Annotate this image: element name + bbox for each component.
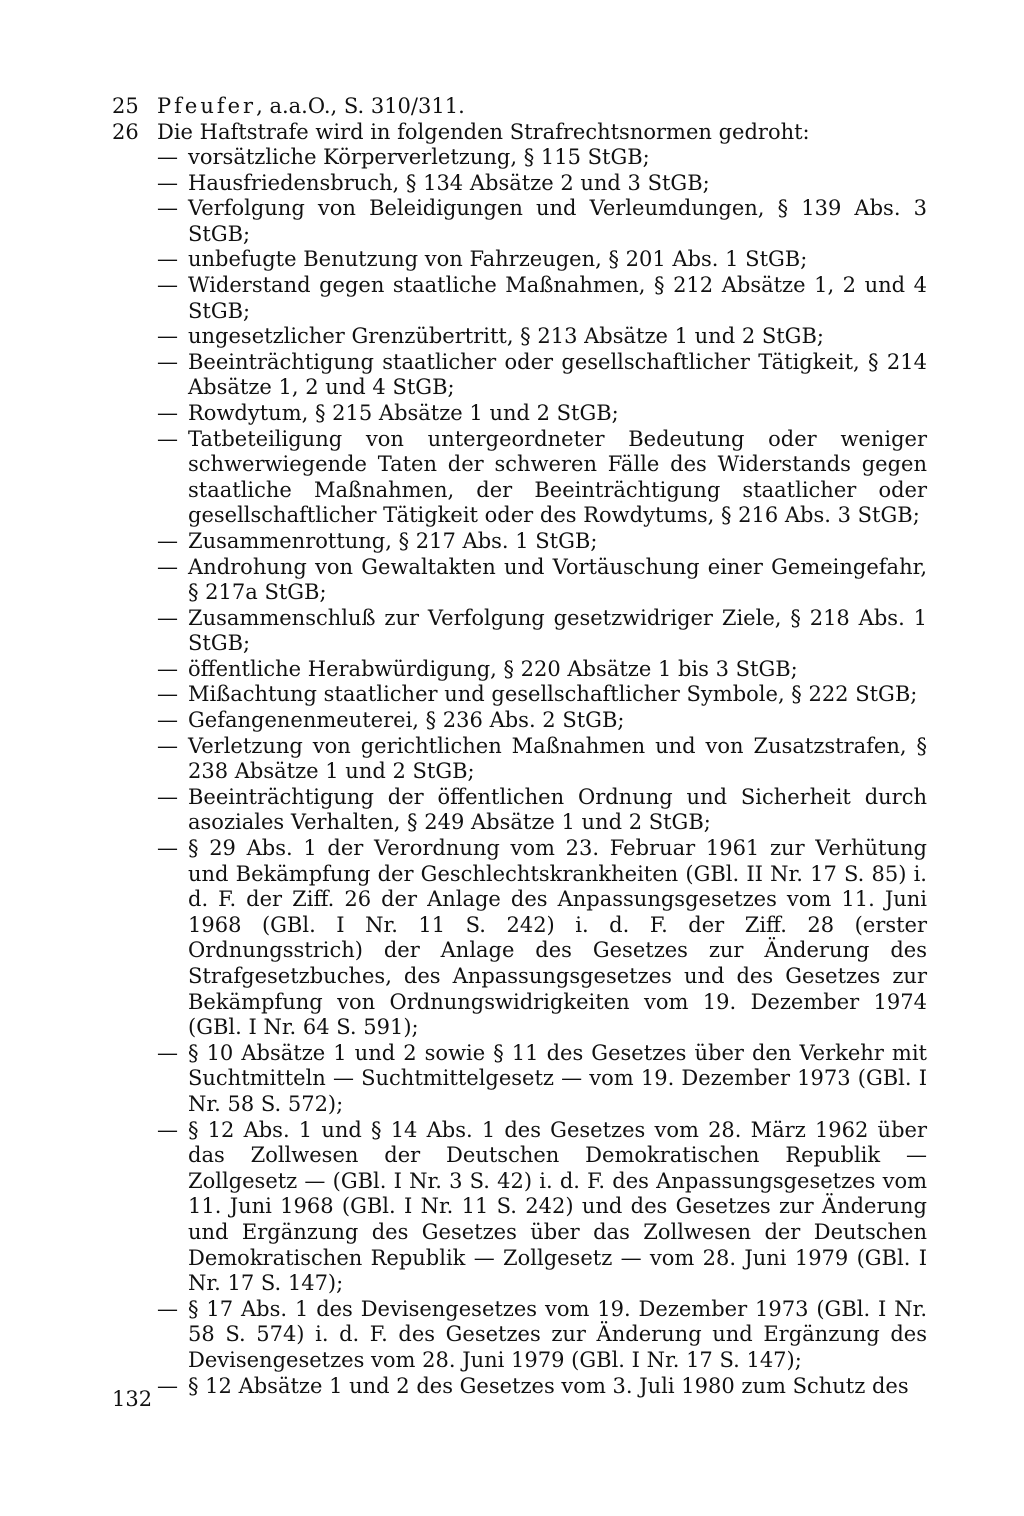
list-item-text: Androhung von Gewaltakten und Vortäuschung einer Gemeingefahr, § 217a StGB; xyxy=(188,554,927,605)
list-item-text: ungesetzlicher Grenzübertritt, § 213 Absätze 1 und 2 StGB; xyxy=(188,324,824,349)
list-item xyxy=(157,708,927,734)
dash-marker: — xyxy=(157,836,178,861)
list-item xyxy=(157,734,927,785)
list-item xyxy=(157,555,927,606)
list-item-text: unbefugte Benutzung von Fahrzeugen, § 201 Abs. 1 StGB; xyxy=(188,247,808,272)
list-item xyxy=(157,324,927,350)
footnote-intro: Die Haftstrafe wird in folgenden Strafrechtsnormen gedroht: xyxy=(157,120,810,144)
list-item-text: § 10 Absätze 1 und 2 sowie § 11 des Gesetzes über den Verkehr mit Suchtmitteln — Suchtmittelgesetz — vom 19. Dezember 1973 (GBl. I Nr. 58 S. 572); xyxy=(188,1040,927,1116)
list-item-text: Tatbeteiligung von untergeordneter Bedeutung oder weniger schwerwiegende Taten der schweren Fälle des Widerstands gegen staatliche Maßnahmen, der Beeinträchtigung staatlicher oder gesellschaftlicher Tätigkeit oder des Rowdytums, § 216 Abs. 3 StGB; xyxy=(188,426,927,528)
list-item-text: § 29 Abs. 1 der Verordnung vom 23. Februar 1961 zur Verhütung und Bekämpfung der Geschlechtskrankheiten (GBl. II Nr. 17 S. 85) i. d. F. der Ziff. 26 der Anlage des Anpassungsgesetzes vom 11. Juni 1968 (GBl. I Nr. 11 S. 242) i. d. F. der Ziff. 28 (erster Ordnungsstrich) der Anlage des Gesetzes zur Änderung des Strafgesetzbuches, des Anpassungsgesetzes und des Gesetzes zur Bekämpfung von Ordnungswidrigkeiten vom 19. Dezember 1974 (GBl. I Nr. 64 S. 591); xyxy=(188,836,927,1040)
list-item-text: öffentliche Herabwürdigung, § 220 Absätze 1 bis 3 StGB; xyxy=(188,656,798,681)
dash-marker: — xyxy=(157,1040,178,1065)
list-item-text: Hausfriedensbruch, § 134 Absätze 2 und 3 StGB; xyxy=(188,170,710,195)
list-item xyxy=(157,273,927,324)
list-item-text: § 12 Absätze 1 und 2 des Gesetzes vom 3. Juli 1980 zum Schutz des xyxy=(188,1373,909,1398)
list-item xyxy=(157,606,927,657)
list-item xyxy=(157,196,927,247)
footnote-number: 25 xyxy=(112,94,139,118)
list-item-text: Beeinträchtigung staatlicher oder gesellschaftlicher Tätigkeit, § 214 Absätze 1, 2 und 4 StGB; xyxy=(188,349,927,400)
list-item xyxy=(157,145,927,171)
statute-list xyxy=(157,145,927,1399)
list-item-text: § 12 Abs. 1 und § 14 Abs. 1 des Gesetzes vom 28. März 1962 über das Zollwesen der Deutschen Demokratischen Republik — Zollgesetz — (GBl. I Nr. 3 S. 42) i. d. F. des Anpassungsgesetzes vom 11. Juni 1968 (GBl. I Nr. 11 S. 242) und des Gesetzes zur Änderung und Ergänzung des Gesetzes über das Zollwesen der Deutschen Demokratischen Republik — Zollgesetz — vom 28. Juni 1979 (GBl. I Nr. 17 S. 147); xyxy=(188,1117,927,1296)
list-item xyxy=(157,171,927,197)
dash-marker: — xyxy=(157,1373,178,1398)
dash-marker: — xyxy=(157,324,178,349)
list-item xyxy=(157,427,927,529)
dash-marker: — xyxy=(157,605,178,630)
list-item-text: § 17 Abs. 1 des Devisengesetzes vom 19. Dezember 1973 (GBl. I Nr. 58 S. 574) i. d. F. des Gesetzes zur Änderung und Ergänzung des Devisengesetzes vom 28. Juni 1979 (GBl. I Nr. 17 S. 147); xyxy=(188,1296,927,1372)
footnotes-block xyxy=(112,93,927,1399)
dash-marker: — xyxy=(157,170,178,195)
list-item xyxy=(157,836,927,1041)
page-number: 132 xyxy=(112,1387,153,1411)
dash-marker: — xyxy=(157,528,178,553)
dash-marker: — xyxy=(157,733,178,758)
list-item xyxy=(157,1297,927,1374)
dash-marker: — xyxy=(157,784,178,809)
footnote-text xyxy=(157,93,927,119)
list-item xyxy=(157,1374,927,1400)
list-item-text: Rowdytum, § 215 Absätze 1 und 2 StGB; xyxy=(188,400,619,425)
dash-marker: — xyxy=(157,1117,178,1142)
list-item-text: Mißachtung staatlicher und gesellschaftlicher Symbole, § 222 StGB; xyxy=(188,682,918,707)
dash-marker: — xyxy=(157,400,178,425)
dash-marker: — xyxy=(157,1296,178,1321)
dash-marker: — xyxy=(157,272,178,297)
dash-marker: — xyxy=(157,656,178,681)
list-item xyxy=(157,350,927,401)
list-item xyxy=(157,529,927,555)
list-item-text: Verfolgung von Beleidigungen und Verleumdungen, § 139 Abs. 3 StGB; xyxy=(188,196,927,246)
list-item xyxy=(157,247,927,273)
list-item xyxy=(157,1041,927,1118)
list-item xyxy=(157,401,927,427)
dash-marker: — xyxy=(157,554,178,579)
footnote-number: 26 xyxy=(112,120,139,144)
list-item-text: Zusammenschluß zur Verfolgung gesetzwidriger Ziele, § 218 Abs. 1 StGB; xyxy=(188,605,927,656)
dash-marker: — xyxy=(157,682,178,707)
list-item-text: Zusammenrottung, § 217 Abs. 1 StGB; xyxy=(188,528,598,553)
list-item-text: Beeinträchtigung der öffentlichen Ordnung und Sicherheit durch asoziales Verhalten, § 249 Absätze 1 und 2 StGB; xyxy=(188,784,927,835)
list-item-text: vorsätzliche Körperverletzung, § 115 StGB; xyxy=(188,145,650,169)
list-item-text: Gefangenenmeuterei, § 236 Abs. 2 StGB; xyxy=(188,708,625,733)
list-item-text: Verletzung von gerichtlichen Maßnahmen und von Zusatzstrafen, § 238 Absätze 1 und 2 StGB; xyxy=(188,733,927,784)
footnote-author: Pfeufer xyxy=(157,94,257,118)
dash-marker: — xyxy=(157,708,178,733)
list-item-text: Widerstand gegen staatliche Maßnahmen, § 212 Absätze 1, 2 und 4 StGB; xyxy=(188,272,927,323)
footnote-25 xyxy=(112,93,927,119)
list-item xyxy=(157,657,927,683)
list-item xyxy=(157,682,927,708)
dash-marker: — xyxy=(157,196,178,221)
footnote-26 xyxy=(112,119,927,1399)
footnote-citation: , a.a.O., S. 310/311. xyxy=(256,94,465,118)
dash-marker: — xyxy=(157,349,178,374)
dash-marker: — xyxy=(157,426,178,451)
list-item xyxy=(157,1118,927,1297)
dash-marker: — xyxy=(157,247,178,272)
list-item xyxy=(157,785,927,836)
dash-marker: — xyxy=(157,145,178,169)
